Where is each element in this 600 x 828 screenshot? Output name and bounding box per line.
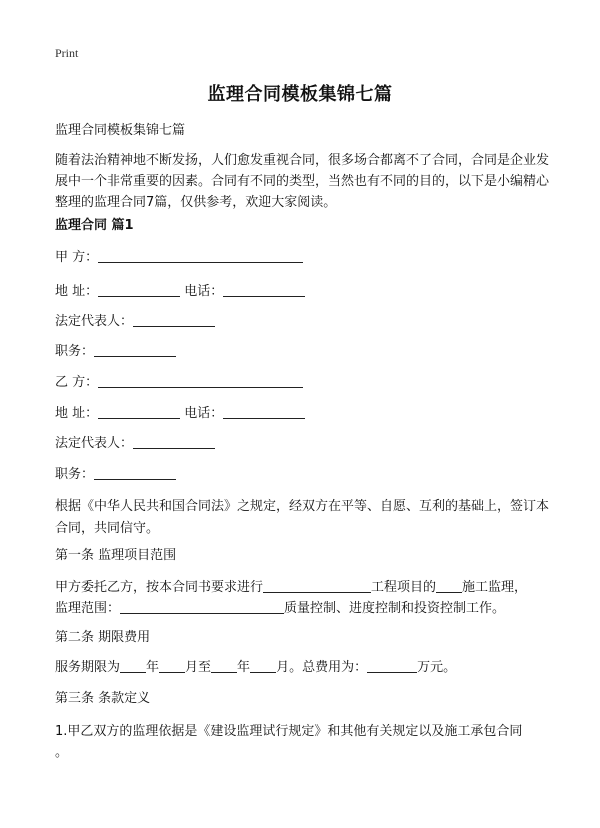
address-phone-line-a	[55, 282, 555, 302]
article1-text-b: 工程项目的	[371, 580, 437, 595]
legal-rep-line-a	[55, 312, 555, 332]
term-text-1: 服务期限为	[55, 660, 121, 675]
article2-heading: 第二条 期限费用	[55, 630, 151, 645]
position-line-b	[55, 465, 555, 485]
party-b-label: 乙 方：	[55, 375, 99, 390]
article1-text-c: 施工监理，	[462, 580, 528, 595]
party-a-label: 甲 方：	[55, 250, 99, 265]
phone-blank	[223, 283, 305, 297]
term-text-5: 月。总费用为：	[276, 660, 368, 675]
article1-text-d: 监理范围：	[55, 601, 121, 616]
legal-rep-blank	[133, 435, 215, 449]
article3-heading: 第三条 条款定义	[55, 691, 151, 706]
legal-rep-label: 法定代表人：	[55, 436, 134, 451]
clause1-text: 1.甲乙双方的监理依据是《建设监理试行规定》和其他有关规定以及施工承包合同	[55, 724, 523, 739]
end-month-blank	[250, 659, 276, 673]
intro-paragraph: 随着法治精神地不断发扬，人们愈发重视合同，很多场合都离不了合同，合同是企业发展中一个非常重要的因素。合同有不同的类型，当然也有不同的目的，以下是小编精心整理的监理合同7篇，仅供参考，欢迎大家阅读。	[55, 153, 550, 210]
article2-body	[55, 658, 555, 678]
legal-rep-blank	[133, 313, 215, 327]
print-link[interactable]: Print	[55, 46, 79, 60]
subtitle: 监理合同模板集锦七篇	[55, 123, 186, 138]
article1-body	[55, 577, 555, 619]
party-b-line	[55, 373, 555, 393]
project-name-blank	[263, 579, 371, 593]
position-blank	[94, 343, 176, 357]
address-blank	[98, 405, 180, 419]
section-heading: 监理合同 篇1	[55, 218, 134, 233]
party-b-blank	[98, 374, 303, 388]
total-fee-blank	[367, 659, 417, 673]
legal-rep-line-b	[55, 434, 555, 454]
address-label: 地 址：	[55, 284, 99, 299]
project-type-blank	[436, 579, 462, 593]
article3-clause1	[55, 721, 555, 763]
position-line-a	[55, 342, 555, 362]
document-title: 监理合同模板集锦七篇	[207, 84, 393, 105]
start-month-blank	[159, 659, 185, 673]
term-text-2: 年	[146, 660, 160, 675]
term-text-3: 月至	[185, 660, 212, 675]
scope-blank	[120, 600, 284, 614]
address-phone-line-b	[55, 404, 555, 424]
article1-text-a: 甲方委托乙方，按本合同书要求进行	[55, 580, 264, 595]
party-a-line	[55, 248, 555, 268]
term-text-6: 万元。	[417, 660, 457, 675]
position-label: 职务：	[55, 467, 95, 482]
address-blank	[98, 283, 180, 297]
phone-label: 电话：	[184, 284, 224, 299]
article1-heading: 第一条 监理项目范围	[55, 548, 177, 563]
phone-blank	[223, 405, 305, 419]
basis-paragraph: 根据《中华人民共和国合同法》之规定，经双方在平等、自愿、互利的基础上，签订本合同，共同信守。	[55, 499, 550, 536]
article1-text-e: 质量控制、进度控制和投资控制工作。	[284, 601, 506, 616]
position-blank	[94, 466, 176, 480]
clause1-end: 。	[55, 745, 69, 760]
position-label: 职务：	[55, 344, 95, 359]
address-label: 地 址：	[55, 406, 99, 421]
phone-label: 电话：	[184, 406, 224, 421]
start-year-blank	[120, 659, 146, 673]
party-a-blank	[98, 249, 303, 263]
legal-rep-label: 法定代表人：	[55, 314, 134, 329]
term-text-4: 年	[237, 660, 251, 675]
end-year-blank	[211, 659, 237, 673]
